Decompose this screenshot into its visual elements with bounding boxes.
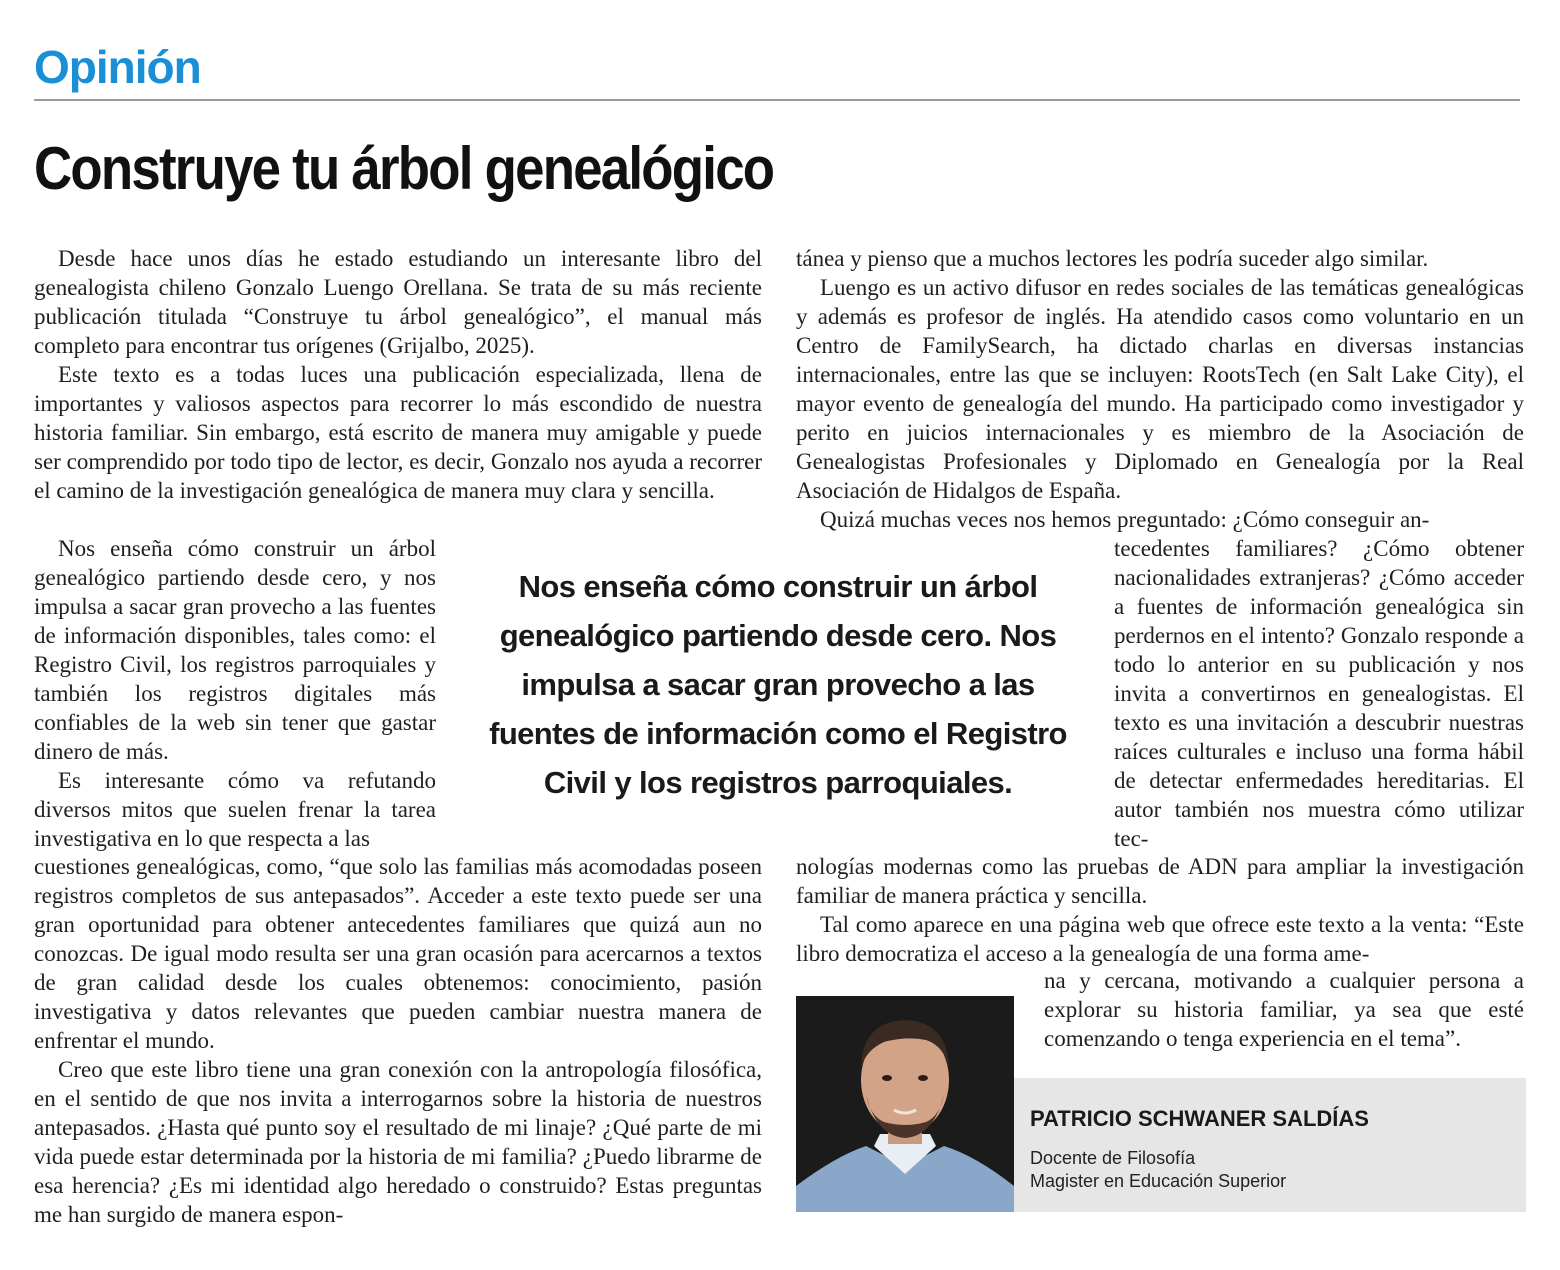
article-column-right-mid [796,852,1524,968]
paragraph-4-end: cuestiones genealógicas, como, “que solo las familias más acomodadas poseen registros completos de sus antepasados”. Acceder a este texto puede ser una gran oportunidad para obtener antecedentes familiares que quizá aun no conozcas. De igual modo resulta ser una gran ocasión para acercarnos a textos de gran calidad desde los cuales obtenemos: conocimiento, pasión investigativa y datos relevantes que pueden cambiar nuestra manera de enfrentar el mundo. [34,854,762,1053]
paragraph-8-end: na y cercana, motivando a cualquier persona a explorar su historia familiar, ya sea que esté comenzando o tenga experiencia en el tema”. [1044,968,1524,1051]
author-portrait-icon [796,996,1014,1212]
paragraph-8-start: Tal como aparece en una página web que ofrece este texto a la venta: “Este libro democratiza el acceso a la genealogía de una forma ame- [796,912,1524,966]
author-role-2: Magister en Educación Superior [1030,1171,1287,1191]
article-column-right-narrow [1114,534,1524,853]
paragraph-7-end: nologías modernas como las pruebas de ADN para ampliar la investigación familiar de manera práctica y sencilla. [796,854,1524,908]
article-column-left-bottom [34,852,762,1229]
headline: Construye tu árbol genealógico [34,135,774,202]
article-column-left-narrow [34,534,436,853]
paragraph-1: Desde hace unos días he estado estudiando un interesante libro del genealogista chileno Gonzalo Luengo Orellana. Se trata de su más reciente publicación titulada “Construye tu árbol genealógico”, el manual más completo para encontrar tus orígenes (Grijalbo, 2025). [34,246,762,358]
paragraph-2: Este texto es a todas luces una publicación especializada, llena de importantes y valiosos aspectos para recorrer lo más escondido de nuestra historia familiar. Sin embargo, está escrito de manera muy amigable y puede ser comprendido por todo tipo de lector, es decir, Gonzalo nos ayuda a recorrer el camino de la investigación genealógica de manera muy clara y sencilla. [34,362,762,503]
paragraph-5: Creo que este libro tiene una gran conexión con la antropología filosófica, en el sentido de que nos invita a interrogarnos sobre la historia de nuestros antepasados. ¿Hasta qué punto soy el resultado de mi linaje? ¿Qué parte de mi vida puede estar determinada por la historia de mi familia? ¿Puedo librarme de esa herencia? ¿Es mi identidad algo heredado o construido? Estas preguntas me han surgido de manera espon- [34,1057,762,1227]
paragraph-7-middle: tecedentes familiares? ¿Cómo obtener nacionalidades extranjeras? ¿Cómo acceder a fuentes de información genealógica sin perdernos en el intento? Gonzalo responde a todo lo anterior en su publicación y nos invita a convertirnos en genealogistas. El texto es una invitación a descubrir nuestras raíces culturales e incluso una forma hábil de detectar enfermedades hereditarias. El autor también nos muestra cómo utilizar tec- [1114,536,1524,851]
paragraph-5-end: tánea y pienso que a muchos lectores les podría suceder algo similar. [796,246,1429,271]
paragraph-6: Luengo es un activo difusor en redes sociales de las temáticas genealógicas y además es profesor de inglés. Ha atendido casos como voluntario en un Centro de FamilySearch, ha dictado charlas en diversas instancias internacionales, entre las que se incluyen: RootsTech (en Salt Lake City), el mayor evento de genealogía del mundo. Ha participado como investigador y perito en juicios internacionales y es miembro de la Asociación de Genealogistas Profesionales y Diplomado en Genealogía por la Real Asociación de Hidalgos de España. [796,275,1524,503]
author-box [796,996,1526,1212]
author-role-1: Docente de Filosofía [1030,1148,1196,1168]
author-name: PATRICIO SCHWANER SALDÍAS [1030,1106,1369,1131]
article-column-right-top [796,244,1524,534]
article-column-left-top [34,244,762,505]
paragraph-7-start: Quizá muchas veces nos hemos preguntado: ¿Cómo conseguir an- [820,507,1430,532]
section-label: Opinión [34,41,201,93]
pull-quote: Nos enseña cómo construir un árbol genealógico partiendo desde cero. Nos impulsa a sacar gran provecho a las fuentes de información como el Registro Civil y los registros parroquiales. [489,569,1067,800]
paragraph-3: Nos enseña cómo construir un árbol genealógico partiendo desde cero, y nos impulsa a sacar gran provecho a las fuentes de información disponibles, tales como: el Registro Civil, los registros parroquiales y también los registros digitales más confiables de la web sin tener que gastar dinero de más. [34,536,436,764]
paragraph-4-start: Es interesante cómo va refutando diversos mitos que suelen frenar la tarea investigativa en lo que respecta a las [34,768,436,851]
section-divider [34,99,1520,101]
